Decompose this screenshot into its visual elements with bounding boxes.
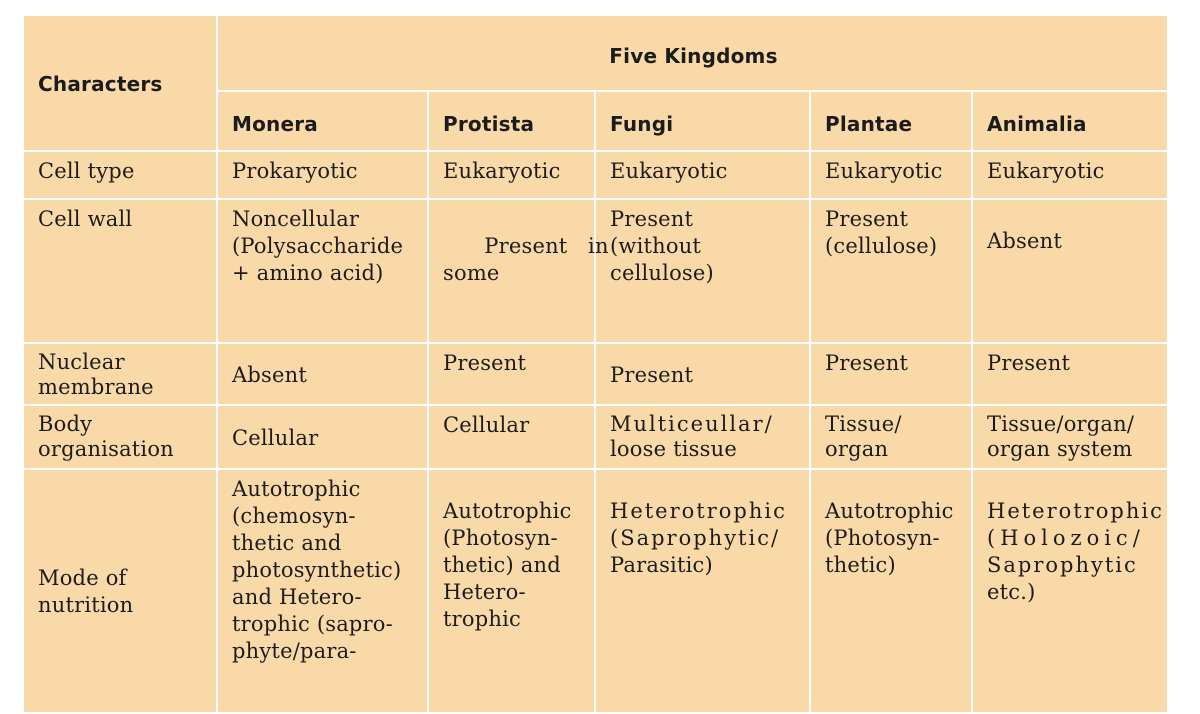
table-cell: Absent [972, 199, 1168, 343]
table-cell: Heterotrophic (Holozoic/ Saprophytic etc.) [972, 469, 1168, 713]
row-label: Body organisation [23, 405, 217, 469]
table-cell: Noncellular (Polysaccharide + amino acid) [217, 199, 428, 343]
table-cell: Autotrophic (chemosyn- thetic and photosynthetic) and Hetero- trophic (sapro- phyte/para- [217, 469, 428, 713]
table-cell: Absent [217, 343, 428, 405]
row-label: Nuclear membrane [23, 343, 217, 405]
five-kingdoms-table [22, 14, 1169, 714]
table-cell: Eukaryotic [595, 151, 810, 199]
table-cell: Present [595, 343, 810, 405]
table-cell: Eukaryotic [428, 151, 595, 199]
table-row-body-organisation [23, 405, 1168, 469]
table-cell: Tissue/organ/ organ system [972, 405, 1168, 469]
kingdom-header-monera: Monera [217, 91, 428, 151]
row-label: Cell type [23, 151, 217, 199]
row-label: Cell wall [23, 199, 217, 343]
characters-header: Characters [23, 15, 217, 151]
table-cell: Present [972, 343, 1168, 405]
kingdom-header-animalia: Animalia [972, 91, 1168, 151]
cropped-title-strip [0, 0, 1200, 14]
table-row-nuclear-membrane [23, 343, 1168, 405]
table-cell: Present (cellulose) [810, 199, 972, 343]
table-cell: Present in some [428, 199, 595, 343]
kingdom-header-protista: Protista [428, 91, 595, 151]
kingdom-header-fungi: Fungi [595, 91, 810, 151]
table-row-cell-wall [23, 199, 1168, 343]
table-cell: Cellular [217, 405, 428, 469]
table-cell: Prokaryotic [217, 151, 428, 199]
table-cell: Eukaryotic [810, 151, 972, 199]
table-cell: Heterotrophic (Saprophytic/ Parasitic) [595, 469, 810, 713]
table-row-mode-of-nutrition [23, 469, 1168, 713]
five-kingdoms-header: Five Kingdoms [217, 15, 1168, 91]
kingdom-header-plantae: Plantae [810, 91, 972, 151]
table-cell: Tissue/ organ [810, 405, 972, 469]
table-cell: Autotrophic (Photosyn- thetic) and Hetero- trophic [428, 469, 595, 713]
table-cell: Present [428, 343, 595, 405]
table-row-cell-type [23, 151, 1168, 199]
table-cell: Multiceullar/ loose tissue [595, 405, 810, 469]
table-cell: Autotrophic (Photosyn- thetic) [810, 469, 972, 713]
table-cell: Present [810, 343, 972, 405]
table-cell: Eukaryotic [972, 151, 1168, 199]
table-cell: Cellular [428, 405, 595, 469]
row-label: Mode of nutrition [23, 469, 217, 713]
table-cell: Present (without cellulose) [595, 199, 810, 343]
